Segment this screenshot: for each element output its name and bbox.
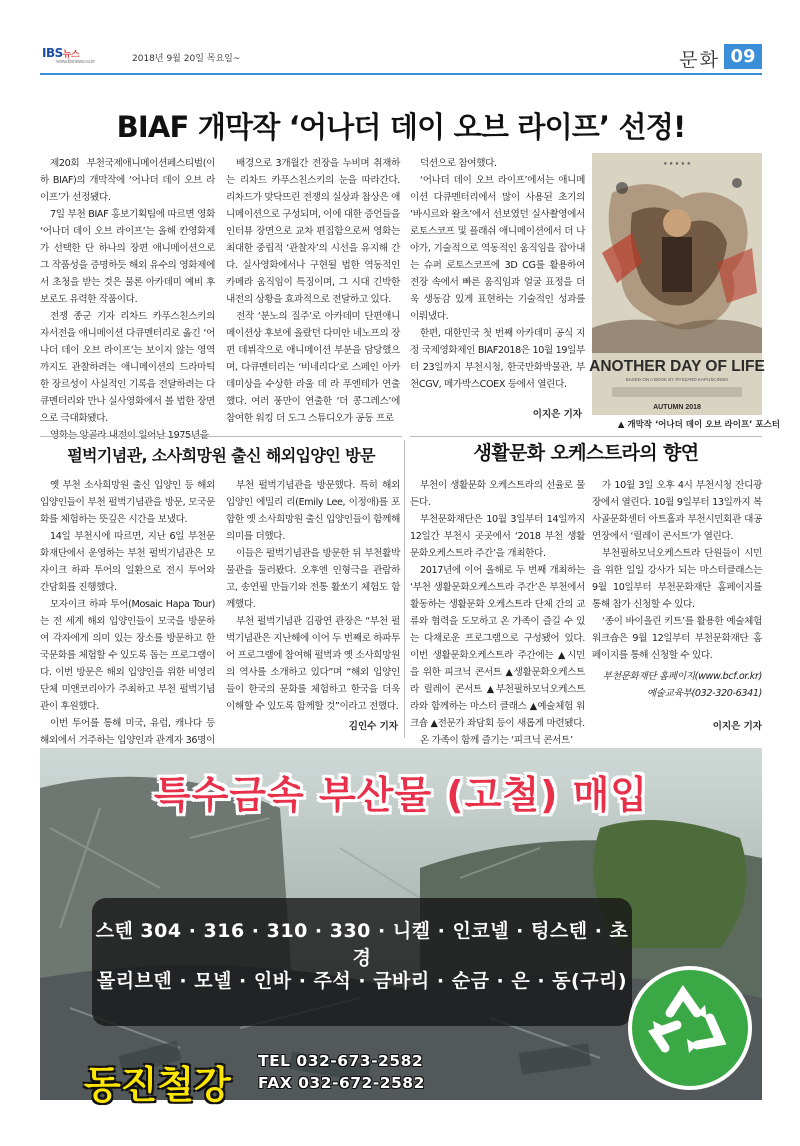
article1-byline: 이지은 기자 [532,409,582,420]
logo-news: 뉴스 [62,50,80,60]
paragraph: 온 가족이 함께 즐기는 ‘피크닉 콘서트’ [420,735,573,746]
paragraph: 부천문화재단은 10월 3일부터 14일까지 12일간 부천시 곳곳에서 ‘2018 부천 생활문화오케스트라 주간’을 개최한다. [410,514,585,559]
paragraph: 한편, 대한민국 첫 번째 아카데미 공식 지정 국제영화제인 BIAF2018은 10월 19일부터 23일까지 부천시청, 한국만화박물관, 부천CGV, 메가박스COEX 등에서 열린다. [410,328,586,390]
paragraph: 모자이크 하파 투어(Mosaic Hapa Tour)는 전 세계 해외 입양인들이 모국을 방문하여 각자에게 의미 있는 장소를 방문하고 한국문화를 체험할 수 있도록 돕는 프로그램이다. 이번 방문은 해외 입양인을 위한 비영리단체 미앤코리아가 주최하고 부천 펄벅기념관이 후원했다. [40,599,215,712]
article1-col2 [226,155,400,445]
poster-title: ANOTHER DAY OF LIFE [589,358,765,375]
paragraph: 2017년에 이어 올해로 두 번째 개최하는 ‘부천 생활문화오케스트라 주간’은 부천에서 활동하는 생활문화 오케스트라 단체 간의 교류와 협력을 도모하고 온 가족이 즐길 수 있는 다채로운 프로그램으로 구성됐어 있다. 이번 생활문화오케스트라 주간에는 ▲시민을 위한 피크닉 콘서트 ▲생활문화오케스트라 릴레이 콘서트 ▲부천필하모닉오케스트라와 함께하는 마스터 클래스 ▲예술체험 워크숍 ▲전문가 좌담회 등이 새롭게 마련됐다. [410,565,585,729]
paragraph: 전작 ‘분노의 질주’로 아카데미 단편애니메이션상 후보에 올랐던 다미안 네노프의 장편 데뷔작으로 애니메이션 부분을 담당했으며, 다큐멘터리는 ‘비네리다’로 스페인 아카데미상을 수상한 라울 데 라 푸엔테가 연출했다. 여러 풍만이 연출한 ‘더 콩그레스’에 참여한 워킹 더 도그 스튜디오가 공동 프로 [226,311,401,424]
logo-main: IBS [42,46,63,60]
column-divider [404,440,405,738]
paragraph: 14일 부천시에 따르면, 지난 6일 부천문화재단에서 운영하는 부천 펄벅기념관은 모자이크 하파 투어의 일환으로 전시 투어와 간담회를 진행했다. [40,531,215,593]
ad-company-name: 동진철강 [84,1063,231,1107]
paragraph: ‘어나더 데이 오브 라이프’에서는 애니메이션 다큐멘터리에서 많이 사용된 초기의 ‘바시르와 왈츠’에서 선보였던 실사촬영에서 로토스코프 및 플래쉬 애니메이션에서 더 나아가, 기술적으로 역동적인 움직임을 잡아내는 슈퍼 로토스코프에 3D CG를 활용하여 전장 속에서 빠른 움직임과 얼굴 표정을 더욱 생동감 있게 표현하는 기술적인 성과를 이뤄냈다. [410,175,585,322]
svg-text:★ ★ ★ ★ ★: ★ ★ ★ ★ ★ [663,161,691,167]
article3-contact [592,668,762,708]
article2-byline: 김인수 기자 [348,721,398,732]
paragraph: 제20회 부천국제애니메이션페스티벌(이하 BIAF)의 개막작에 ‘어나더 데이 오브 라이프’가 선정됐다. [40,158,215,203]
article3-headline: 생활문화 오케스트라의 향연 [473,442,699,464]
ad-fax: FAX 032-672-2582 [258,1074,425,1092]
divider [40,436,402,437]
scrap-metal-advertisement[interactable] [40,748,762,1107]
paragraph: 가 10월 3일 오후 4시 부천시청 잔디광장에서 열린다. 10월 9일부터 13일까지 복사골문화센터 아트홀과 부천시민회관 대공연장에서 ‘릴레이 콘서트’가 열린다. [592,480,762,542]
recycle-icon [625,963,755,1093]
article2-col2 [226,477,401,712]
article2-col1 [40,477,215,746]
ad-title: 특수금속 부산물 (고철) 매입 [153,773,649,817]
logo-url: www.ibsnews.co.kr [56,59,95,65]
poster-date: AUTUMN 2018 [653,404,701,411]
paragraph: 덕션으로 참여했다. [420,158,497,169]
paragraph: 배경으로 3개월간 전장을 누비며 취재하는 리차드 카푸스친스키의 눈을 따라간다. 리차드가 맞닥뜨린 전쟁의 실상과 참상은 애니메이션으로 구성되며, 이에 대한 증언들을 인터뷰 장면으로 교차 편집함으로써 영화는 최대한 중립적 ‘관찰자’의 시선을 유지해 간다. 실사영화에서나 구현될 법한 역동적인 카메라 움직임이 특징이며, 그 시대 긴박한 내전의 상황을 효과적으로 전달하고 있다. [226,158,401,305]
paragraph: 부천필하모닉오케스트라 단원들이 시민을 위한 일일 강사가 되는 마스터클래스는 9월 10일부터 부천문화재단 홈페이지를 통해 참가 신청할 수 있다. [592,548,762,610]
poster-subtitle: BASED ON A BOOK BY RYSZARD KAPUŚCIŃSKI [625,377,729,382]
ad-materials-line1: 스텐 304 · 316 · 310 · 330 · 니켈 · 인코넬 · 텅스텐 · 초경 [95,920,629,969]
page-header [40,44,762,72]
section-name: 문화 [679,49,720,71]
issue-date: 2018년 9월 20일 목요일~ [132,54,241,64]
page-number: 09 [724,44,762,69]
article1-col3 [410,155,586,390]
paragraph: 부천이 생활문화 오케스트라의 선율로 물든다. [410,480,585,508]
paragraph: 7일 부천 BIAF 홍보기획팀에 따르면 영화 ‘어나더 데이 오브 라이프’는 올해 칸영화제가 선택한 단 하나의 장편 애니메이션으로 그 작품성을 증명하듯 해외 유수의 영화제에서 초청을 받는 것은 물론 아카데미 예비 후보로도 유력한 작품이다. [40,209,215,305]
paragraph: 부천 펄벅기념관 김광연 관장은 “부천 펄벅기념관은 지난해에 이어 두 번째로 하파투어 프로그램에 참여해 펄벅과 옛 소사희망원의 역사를 소개하고 있다”며 “해외 입양인들이 한국의 문화를 체험하고 한국을 더욱 이해할 수 있도록 함께할 것”이라고 전했다. [226,616,401,712]
paragraph: 이번 투어를 통해 미국, 유럽, 캐나다 등 해외에서 거주하는 입양인과 관계자 36명이 [40,718,215,746]
poster-illustration [589,153,765,415]
contact-homepage[interactable]: 부천문화재단 홈페이지(www.bcf.or.kr) [602,671,762,682]
main-headline: BIAF 개막작 ‘어나더 데이 오브 라이프’ 선정! [116,110,686,144]
paragraph: 전쟁 종군 기자 리차드 카푸스친스키의 자서전을 애니메이션 다큐멘터리로 옮긴 ‘어나더 데이 오브 라이프’는 보이지 않는 영역까지도 관찰하려는 애니메이션의 드라마틱한 장르성이 사실적인 기록을 전달하려는 다큐멘터리와 만나 실사영화에서 볼 법한 장면으로 극대화됐다. [40,311,215,424]
movie-poster[interactable] [589,153,765,415]
paragraph: 이들은 펄벅기념관을 방문한 뒤 부천활박물관을 둘러봤다. 오후엔 인형극을 관람하고, 송연필 만들기와 전통 활쏘기 체험도 함께했다. [226,548,400,610]
ibs-logo[interactable] [42,46,95,65]
divider [410,436,762,437]
article3-col2 [592,477,762,661]
contact-phone: 예술교육부(032-320-6341) [646,688,762,699]
paragraph: 부천 펄벅기념관을 방문했다. 특히 해외 입양인 에밀리 리(Emily Lee, 이정애)를 포함한 옛 소사희망원 출신 입양인들이 함께해 의미를 더했다. [226,480,401,542]
ad-materials-line2: 몰리브덴 · 모넬 · 인바 · 주석 · 금바리 · 순금 · 은 · 동(구리) [96,970,628,992]
article3-byline: 이지은 기자 [712,721,762,732]
article3-col1 [410,477,585,746]
header-rule [40,73,762,75]
paragraph: 옛 부천 소사희망원 출신 입양인 등 해외 입양인들이 부천 펄벅기념관을 방문, 모국문화를 체험하는 뜻깊은 시간을 보냈다. [40,480,215,525]
paragraph: ‘종이 바이올린 키트’를 활용한 예술체험워크숍은 9월 12일부터 부천문화재단 홈페이지를 통해 신청할 수 있다. [592,616,762,661]
article2-headline: 펄벅기념관, 소사희망원 출신 해외입양인 방문 [67,446,375,465]
article1-col1 [40,155,215,445]
ad-telephone[interactable]: TEL 032-673-2582 [258,1052,424,1070]
poster-caption: ▲ 개막작 ‘어나더 데이 오브 라이프’ 포스터 [617,420,780,430]
